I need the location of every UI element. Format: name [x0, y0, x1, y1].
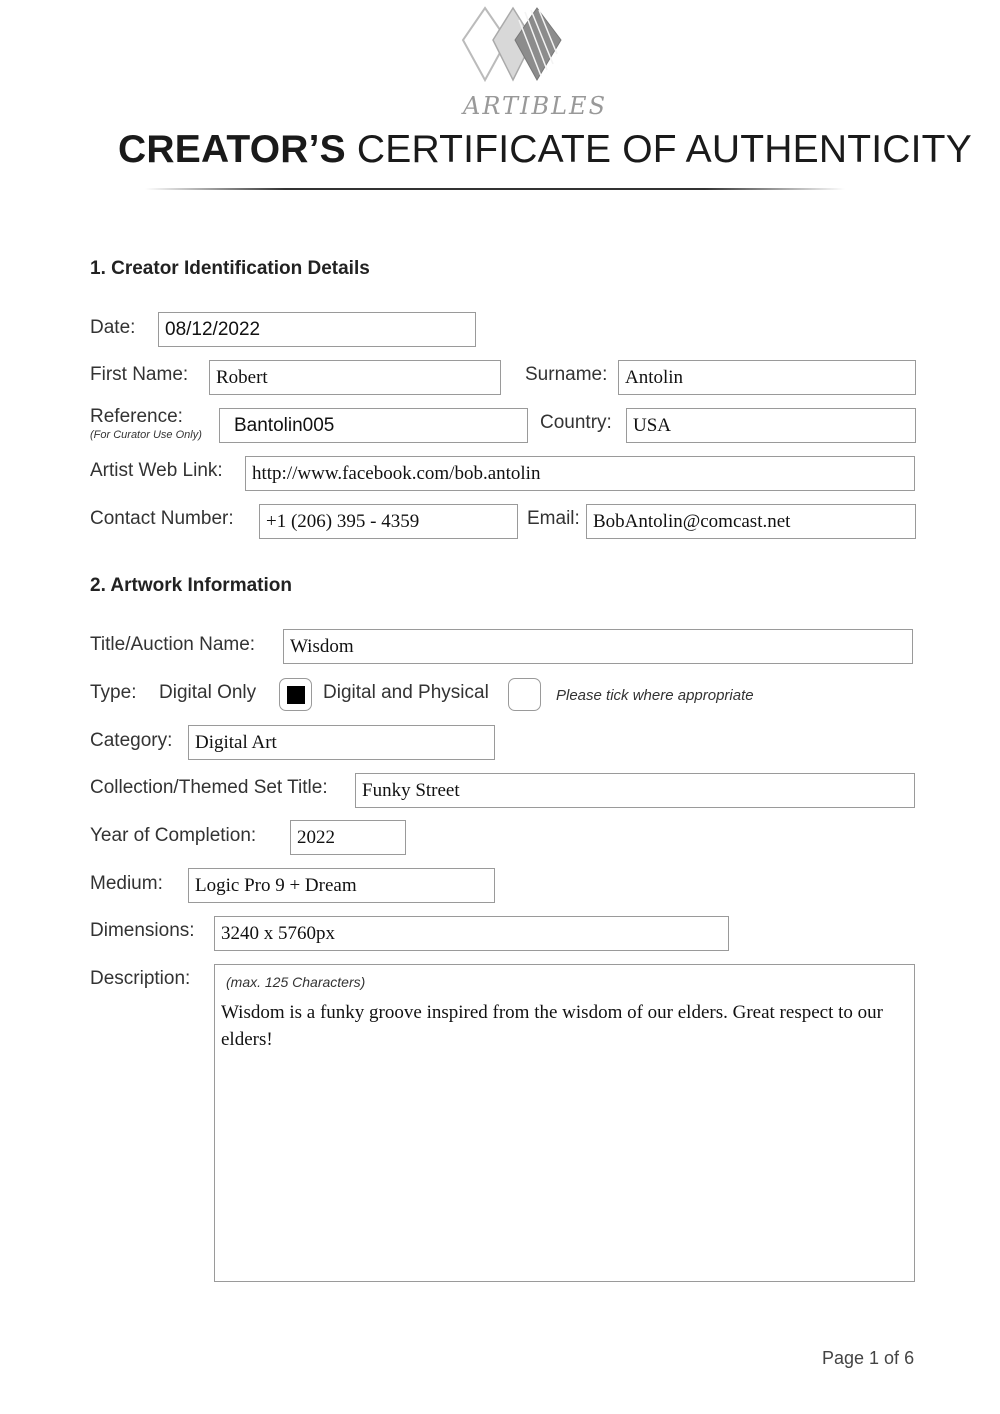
title-value: Wisdom	[290, 635, 354, 657]
page-number: Page 1 of 6	[822, 1348, 915, 1368]
brand-logo	[455, 0, 608, 130]
year-label: Year of Completion:	[90, 825, 257, 846]
type-hint: Please tick where appropriate	[556, 687, 754, 704]
checkbox-checked-mark	[287, 686, 305, 704]
section1-heading: 1. Creator Identification Details	[90, 258, 370, 279]
title-rest: CERTIFICATE OF AUTHENTICITY	[345, 128, 972, 171]
collection-label: Collection/Themed Set Title:	[90, 777, 328, 798]
logo-text: ARTIBLES	[463, 92, 608, 120]
first-name-field[interactable]	[209, 360, 501, 395]
country-label: Country:	[540, 412, 612, 433]
year-field[interactable]	[290, 820, 406, 855]
type-label: Type:	[90, 682, 137, 703]
collection-value: Funky Street	[362, 779, 460, 801]
first-name-label: First Name:	[90, 364, 189, 385]
first-name-value: Robert	[216, 366, 268, 388]
country-value: USA	[633, 414, 672, 436]
title-bold: CREATOR’S	[118, 128, 346, 171]
description-field[interactable]	[214, 964, 915, 1282]
contact-value: +1 (206) 395 - 4359	[266, 510, 420, 532]
description-hint: (max. 125 Characters)	[226, 974, 366, 990]
type-option1-label: Digital Only	[159, 682, 257, 703]
section2-heading: 2. Artwork Information	[90, 575, 292, 596]
digital-only-checkbox[interactable]	[279, 678, 312, 711]
reference-label: Reference:	[90, 406, 183, 427]
contact-field[interactable]	[259, 504, 518, 539]
date-value: 08/12/2022	[165, 318, 261, 340]
reference-note: (For Curator Use Only)	[90, 429, 202, 441]
email-label: Email:	[527, 508, 580, 529]
email-field[interactable]	[586, 504, 916, 539]
reference-field[interactable]	[219, 408, 528, 443]
medium-label: Medium:	[90, 873, 163, 894]
category-label: Category:	[90, 730, 173, 751]
year-value: 2022	[297, 826, 335, 848]
weblink-label: Artist Web Link:	[90, 460, 223, 481]
category-field[interactable]	[188, 725, 495, 760]
title-field[interactable]	[283, 629, 913, 664]
dimensions-label: Dimensions:	[90, 920, 195, 941]
email-value: BobAntolin@comcast.net	[593, 510, 791, 532]
date-label: Date:	[90, 317, 136, 338]
country-field[interactable]	[626, 408, 916, 443]
collection-field[interactable]	[355, 773, 915, 808]
weblink-field[interactable]	[245, 456, 915, 491]
date-field[interactable]	[158, 312, 476, 347]
description-value: Wisdom is a funky groove inspired from the wisdom of our elders. Great respect to our elders!	[221, 1002, 883, 1050]
weblink-value: http://www.facebook.com/bob.antolin	[252, 462, 541, 484]
surname-field[interactable]	[618, 360, 916, 395]
surname-value: Antolin	[625, 366, 684, 388]
medium-value: Logic Pro 9 + Dream	[195, 874, 357, 896]
digital-physical-checkbox[interactable]	[508, 678, 541, 711]
contact-label: Contact Number:	[90, 508, 234, 529]
type-option2-label: Digital and Physical	[323, 682, 489, 703]
title-label: Title/Auction Name:	[90, 634, 256, 655]
category-value: Digital Art	[195, 731, 277, 753]
surname-label: Surname:	[525, 364, 608, 385]
reference-value: Bantolin005	[234, 414, 335, 436]
dimensions-field[interactable]	[214, 916, 729, 951]
title-divider	[145, 188, 845, 190]
description-label: Description:	[90, 968, 191, 989]
page-title	[118, 128, 972, 172]
medium-field[interactable]	[188, 868, 495, 903]
dimensions-value: 3240 x 5760px	[221, 922, 335, 944]
